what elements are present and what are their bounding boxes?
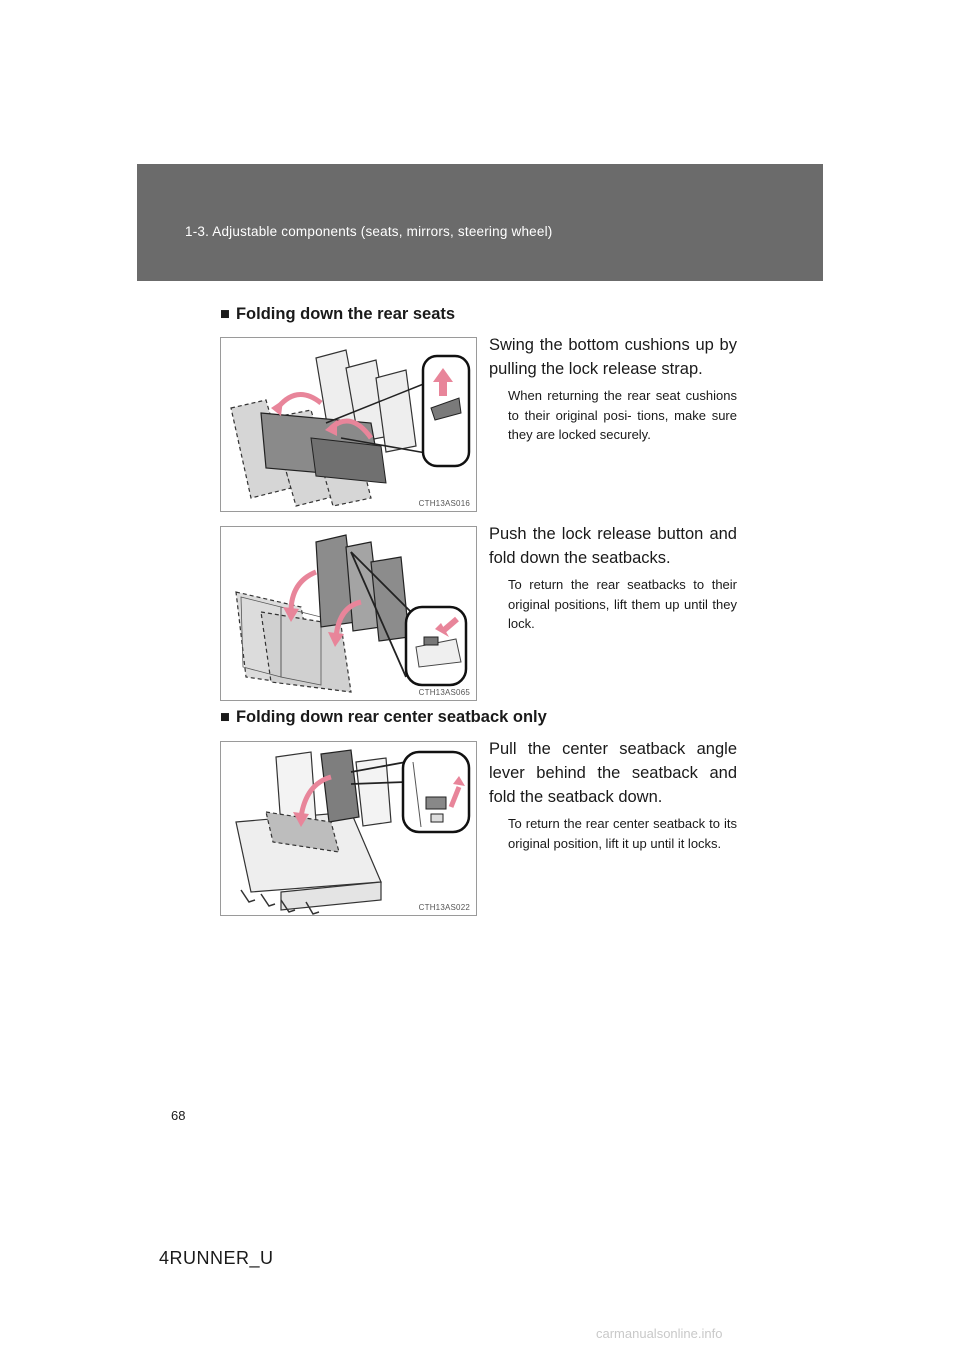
bullet-square-icon: ■ xyxy=(220,305,230,323)
figure-code: CTH13AS022 xyxy=(418,903,470,912)
instruction-text: Push the lock release button and fold down the seatbacks. xyxy=(489,525,737,567)
model-code: 4RUNNER_U xyxy=(159,1248,274,1268)
figure-bottom-cushions-up xyxy=(220,337,477,512)
figure-code: CTH13AS016 xyxy=(418,499,470,508)
heading-text: Folding down the rear seats xyxy=(235,305,456,323)
center-seatback-illustration xyxy=(221,742,476,915)
figure-code: CTH13AS065 xyxy=(418,688,470,697)
note-text: When returning the rear seat cushions to their original posi- tions, make sure they are locked securely. xyxy=(508,388,737,442)
seatback-fold-illustration xyxy=(221,527,476,700)
section-header-band xyxy=(137,164,823,281)
heading-text: Folding down rear center seatback only xyxy=(235,708,547,726)
note-text: To return the rear seatbacks to their original positions, lift them up until they lock. xyxy=(508,577,737,631)
figure-fold-seatbacks xyxy=(220,526,477,701)
page-number: 68 xyxy=(171,1108,186,1123)
section-heading-center-seatback xyxy=(220,708,547,727)
watermark: carmanualsonline.info xyxy=(596,1326,723,1341)
instruction-text: Pull the center seatback angle lever behind the seatback and fold the seatback down. xyxy=(489,740,737,806)
instruction-text: Swing the bottom cushions up by pulling the lock release strap. xyxy=(489,336,737,378)
note-text: To return the rear center seatback to its original position, lift it up until it locks. xyxy=(508,816,737,851)
section-heading-folding-rear-seats xyxy=(220,305,455,324)
figure-center-seatback xyxy=(220,741,477,916)
bullet-square-icon: ■ xyxy=(220,708,230,726)
seat-cushion-illustration xyxy=(221,338,476,511)
section-title: 1-3. Adjustable components (seats, mirrors, steering wheel) xyxy=(185,224,553,239)
